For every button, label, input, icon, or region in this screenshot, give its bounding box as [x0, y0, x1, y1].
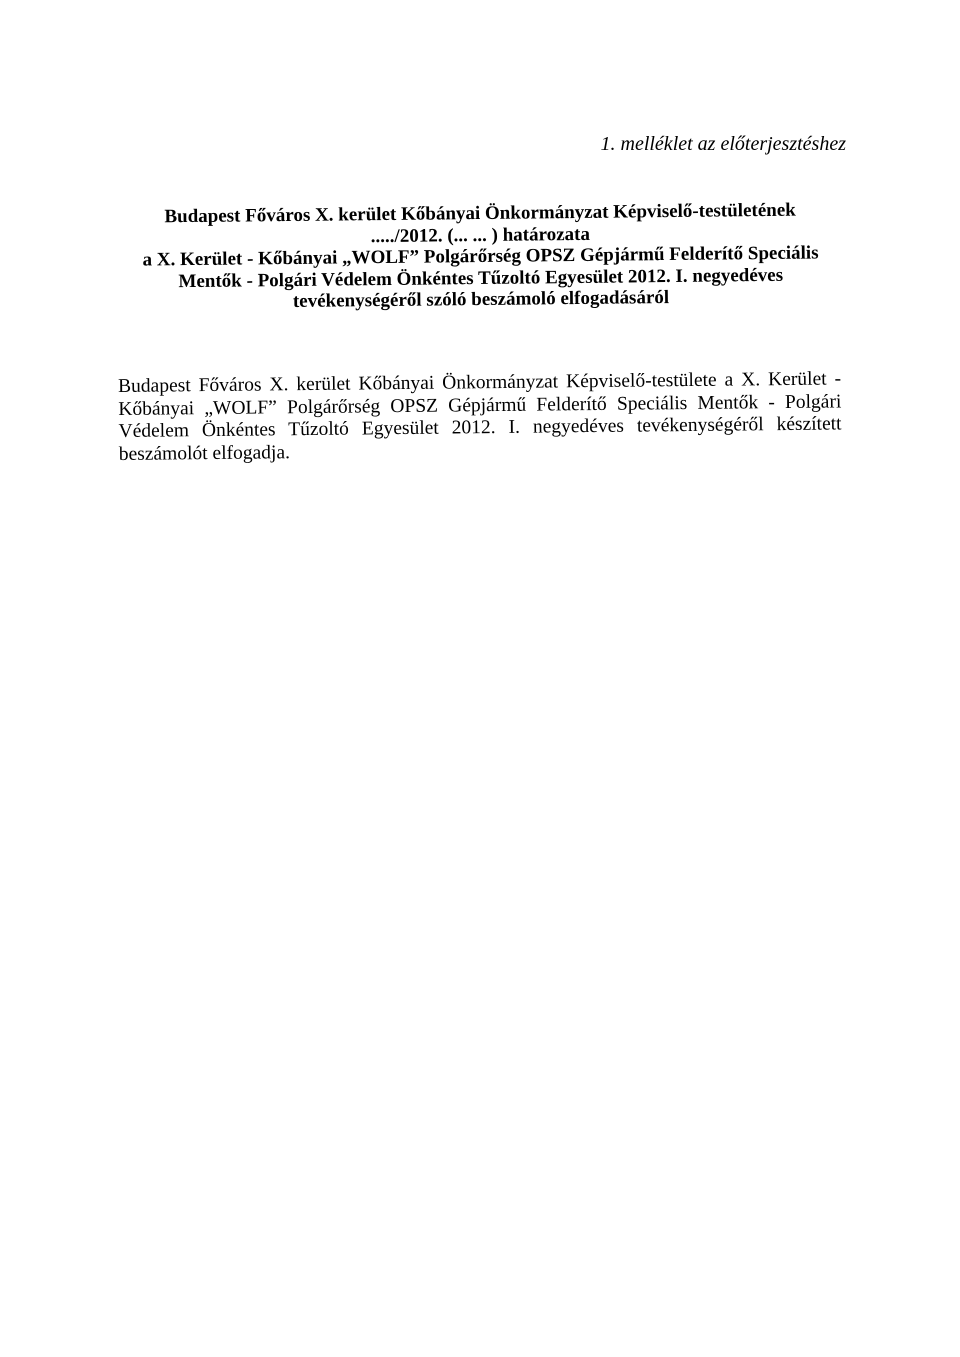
title-line-issuer: Budapest Főváros X. kerület Kőbányai Önkormányzat Képviselő-testületének — [164, 199, 796, 228]
title-line-subject-2: Mentők - Polgári Védelem Önkéntes Tűzoltó Egyesület 2012. I. negyedéves — [178, 264, 784, 292]
resolution-body-text: Budapest Főváros X. kerület Kőbányai Önkormányzat Képviselő-testülete a X. Kerület - Kőbányai „WOLF” Polgárőrség OPSZ Gépjármű Felderítő Speciális Mentők - Polgári Védelem Önkéntes Tűzoltó Egyesület 2012. I. negyedéves tevékenységéről készített beszámolót elfogadja. — [118, 367, 842, 464]
title-line-subject-1: a X. Kerület - Kőbányai „WOLF” Polgárőrség OPSZ Gépjármű Felderítő Speciális — [142, 242, 819, 271]
title-line-subject-3: tevékenységéről szóló beszámoló elfogadásáról — [292, 287, 670, 312]
annex-label: 1. melléklet az előterjesztéshez — [600, 133, 846, 155]
title-line-number: ...../2012. (... ... ) határozata — [370, 223, 591, 247]
resolution-title — [110, 199, 851, 314]
